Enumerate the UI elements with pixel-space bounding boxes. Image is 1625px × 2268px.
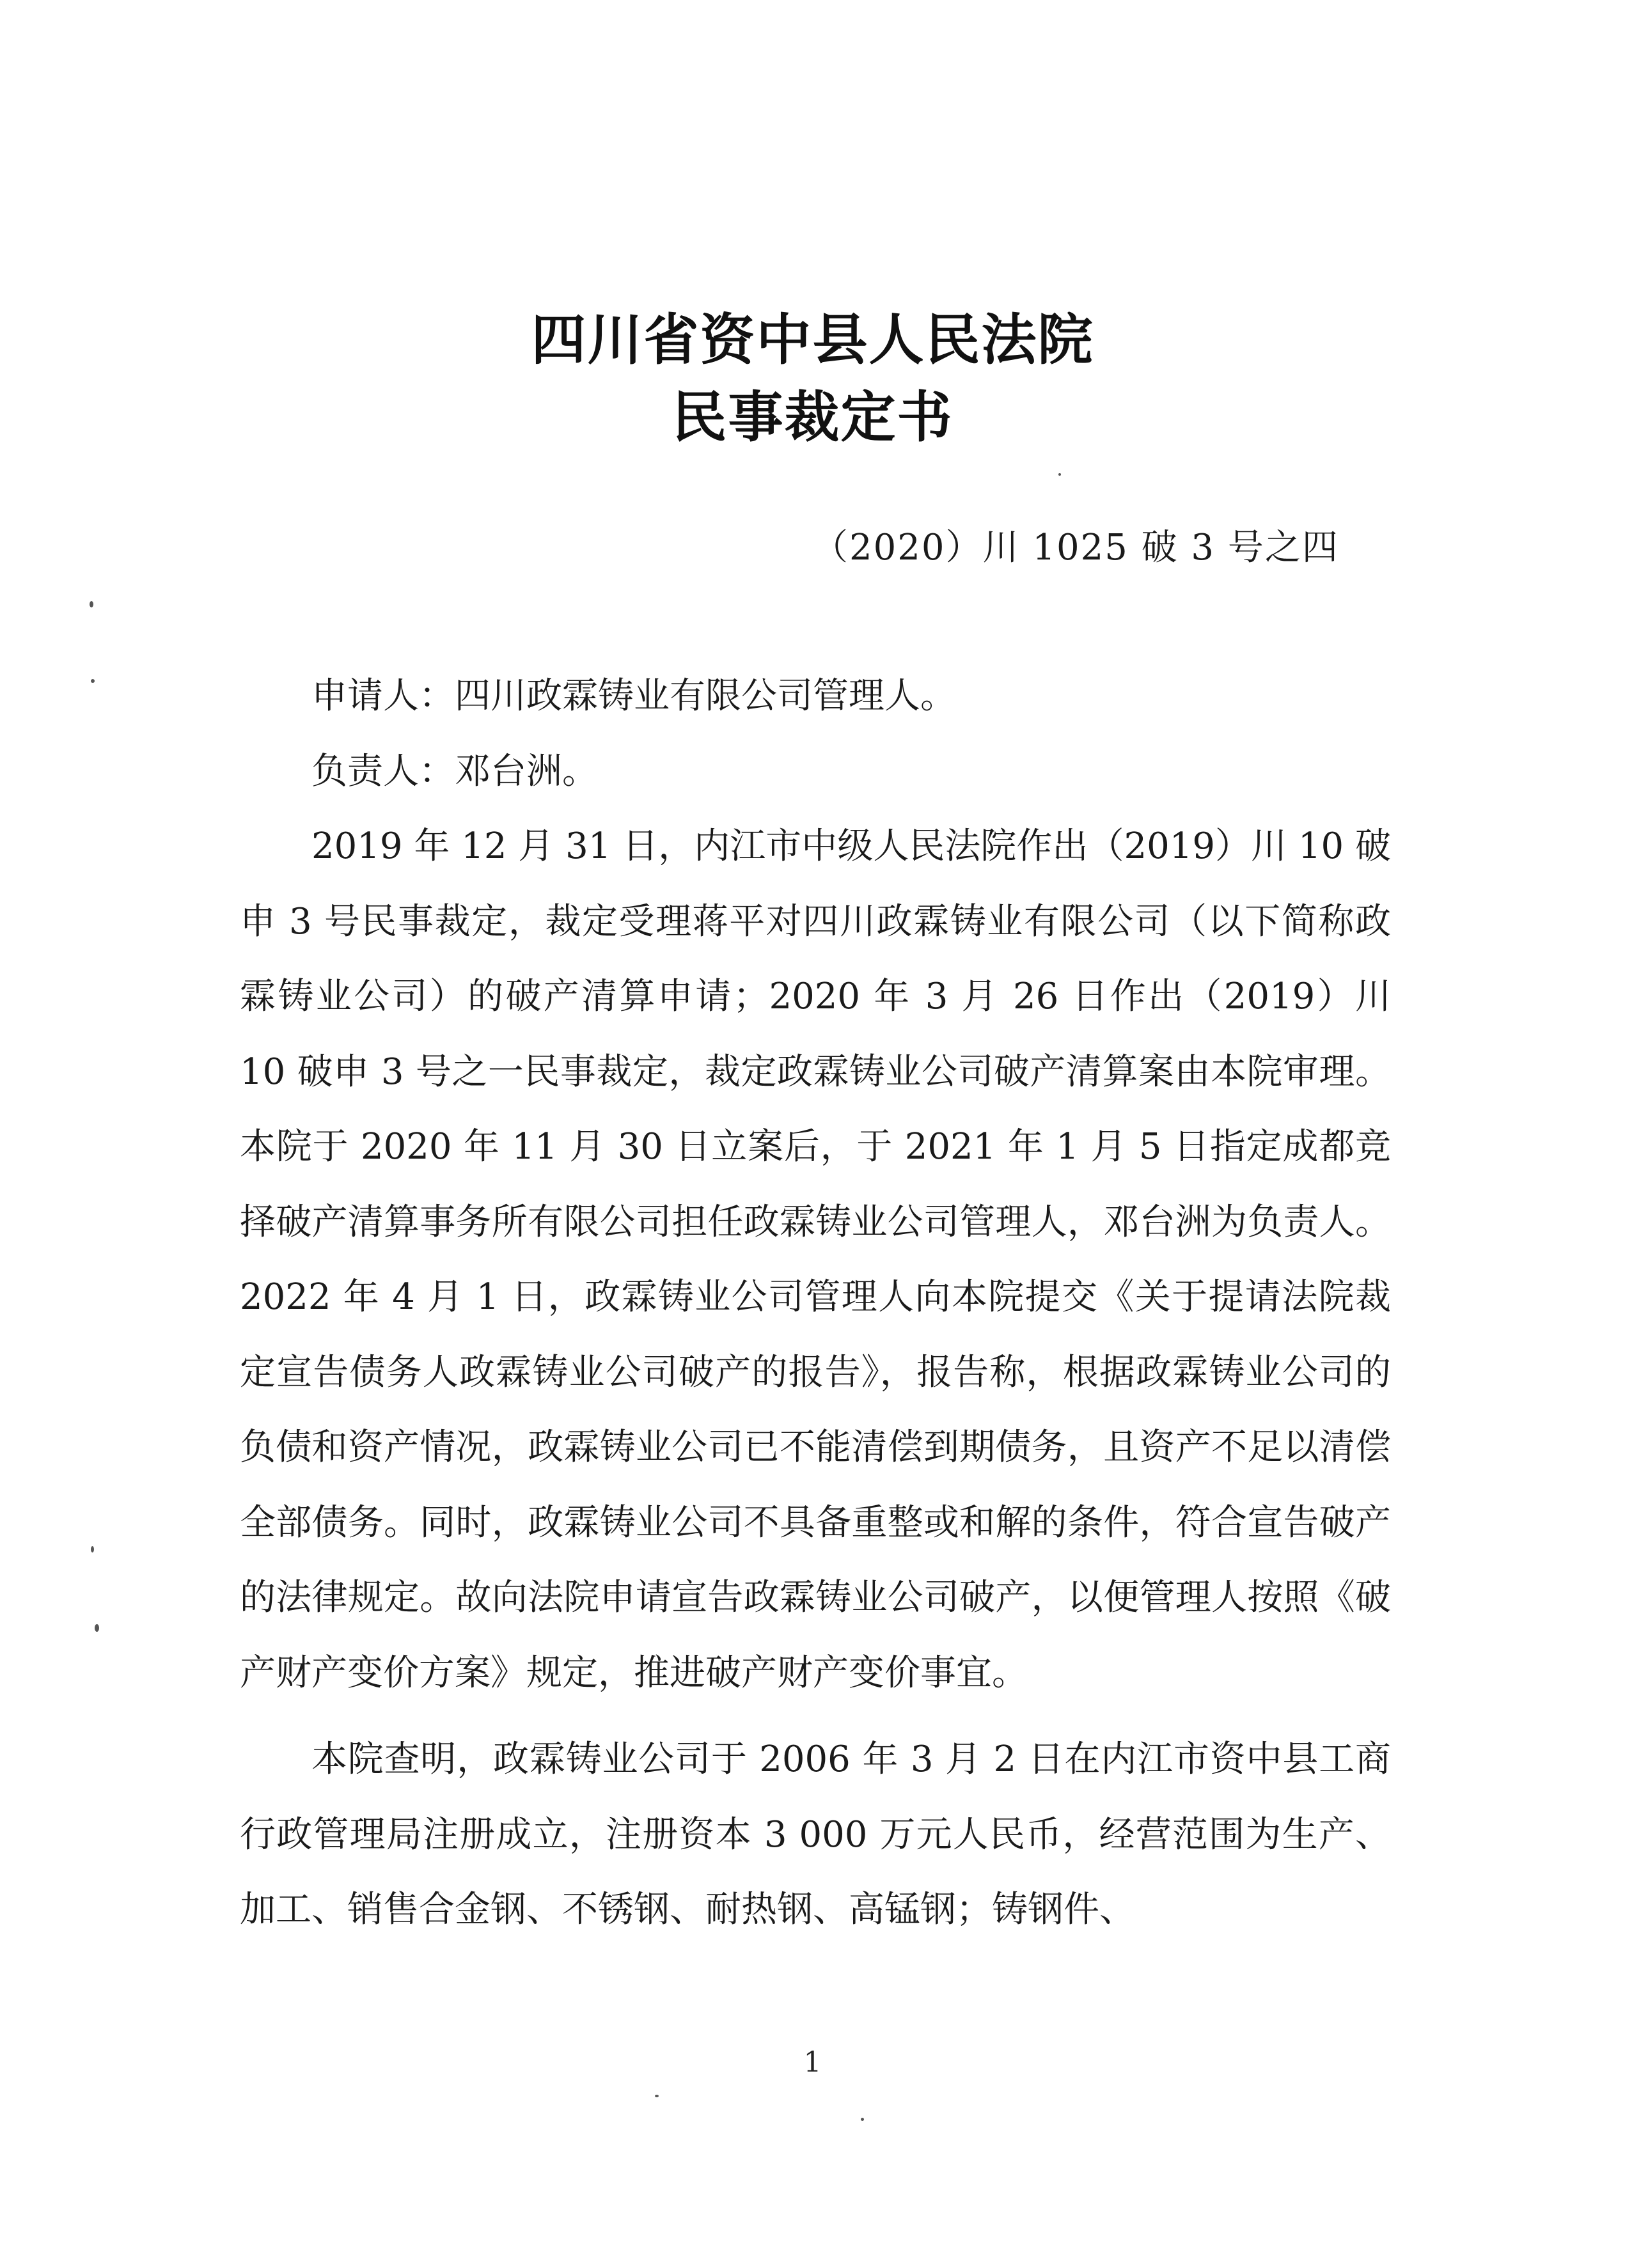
page-number: 1 bbox=[803, 2046, 822, 2079]
document-type-heading: 民事裁定书 bbox=[671, 385, 954, 450]
scan-speck bbox=[90, 601, 93, 607]
scan-speck bbox=[861, 2118, 864, 2121]
scan-speck bbox=[655, 2095, 659, 2097]
scan-speck bbox=[91, 1546, 94, 1552]
responsible-person-line: 负责人：邓台洲。 bbox=[311, 750, 598, 792]
case-number: （2020）川 1025 破 3 号之四 bbox=[812, 527, 1339, 568]
body-paragraph: 本院查明，政霖铸业公司于 2006 年 3 月 2 日在内江市资中县工商行政管理局注册成立，注册资本 3 000 万元人民币，经营范围为生产、加工、销售合金钢、不锈钢、耐热钢、高锰钢；铸钢件、 bbox=[240, 1739, 1392, 1930]
document-body bbox=[240, 659, 1391, 1948]
scan-speck bbox=[95, 1624, 99, 1632]
applicant-line: 申请人：四川政霖铸业有限公司管理人。 bbox=[311, 675, 956, 717]
scan-speck bbox=[1058, 473, 1061, 476]
scan-speck bbox=[91, 679, 95, 683]
court-name-heading: 四川省资中县人民法院 bbox=[531, 308, 1094, 372]
body-paragraph: 2019 年 12 月 31 日，内江市中级人民法院作出（2019）川 10 破申 3 号民事裁定，裁定受理蒋平对四川政霖铸业有限公司（以下简称政霖铸业公司）的破产清算申请；2020 年 3 月 26 日作出（2019）川 10 破申 3 号之一民事裁定，裁定政霖铸业公司破产清算案由本院审理。本院于 2020 年 11 月 30 日立案后，于 2021 年 1 月 5 日指定成都竞择破产清算事务所有限公司担任政霖铸业公司管理人，邓台洲为负责人。2022 年 4 月 1 日，政霖铸业公司管理人向本院提交《关于提请法院裁定宣告债务人政霖铸业公司破产的报告》，报告称，根据政霖铸业公司的负债和资产情况，政霖铸业公司已不能清偿到期债务，且资产不足以清偿全部债务。同时，政霖铸业公司不具备重整或和解的条件，符合宣告破产的法律规定。故向法院申请宣告政霖铸业公司破产，以便管理人按照《破产财产变价方案》规定，推进破产财产变价事宜。 bbox=[240, 825, 1391, 1694]
